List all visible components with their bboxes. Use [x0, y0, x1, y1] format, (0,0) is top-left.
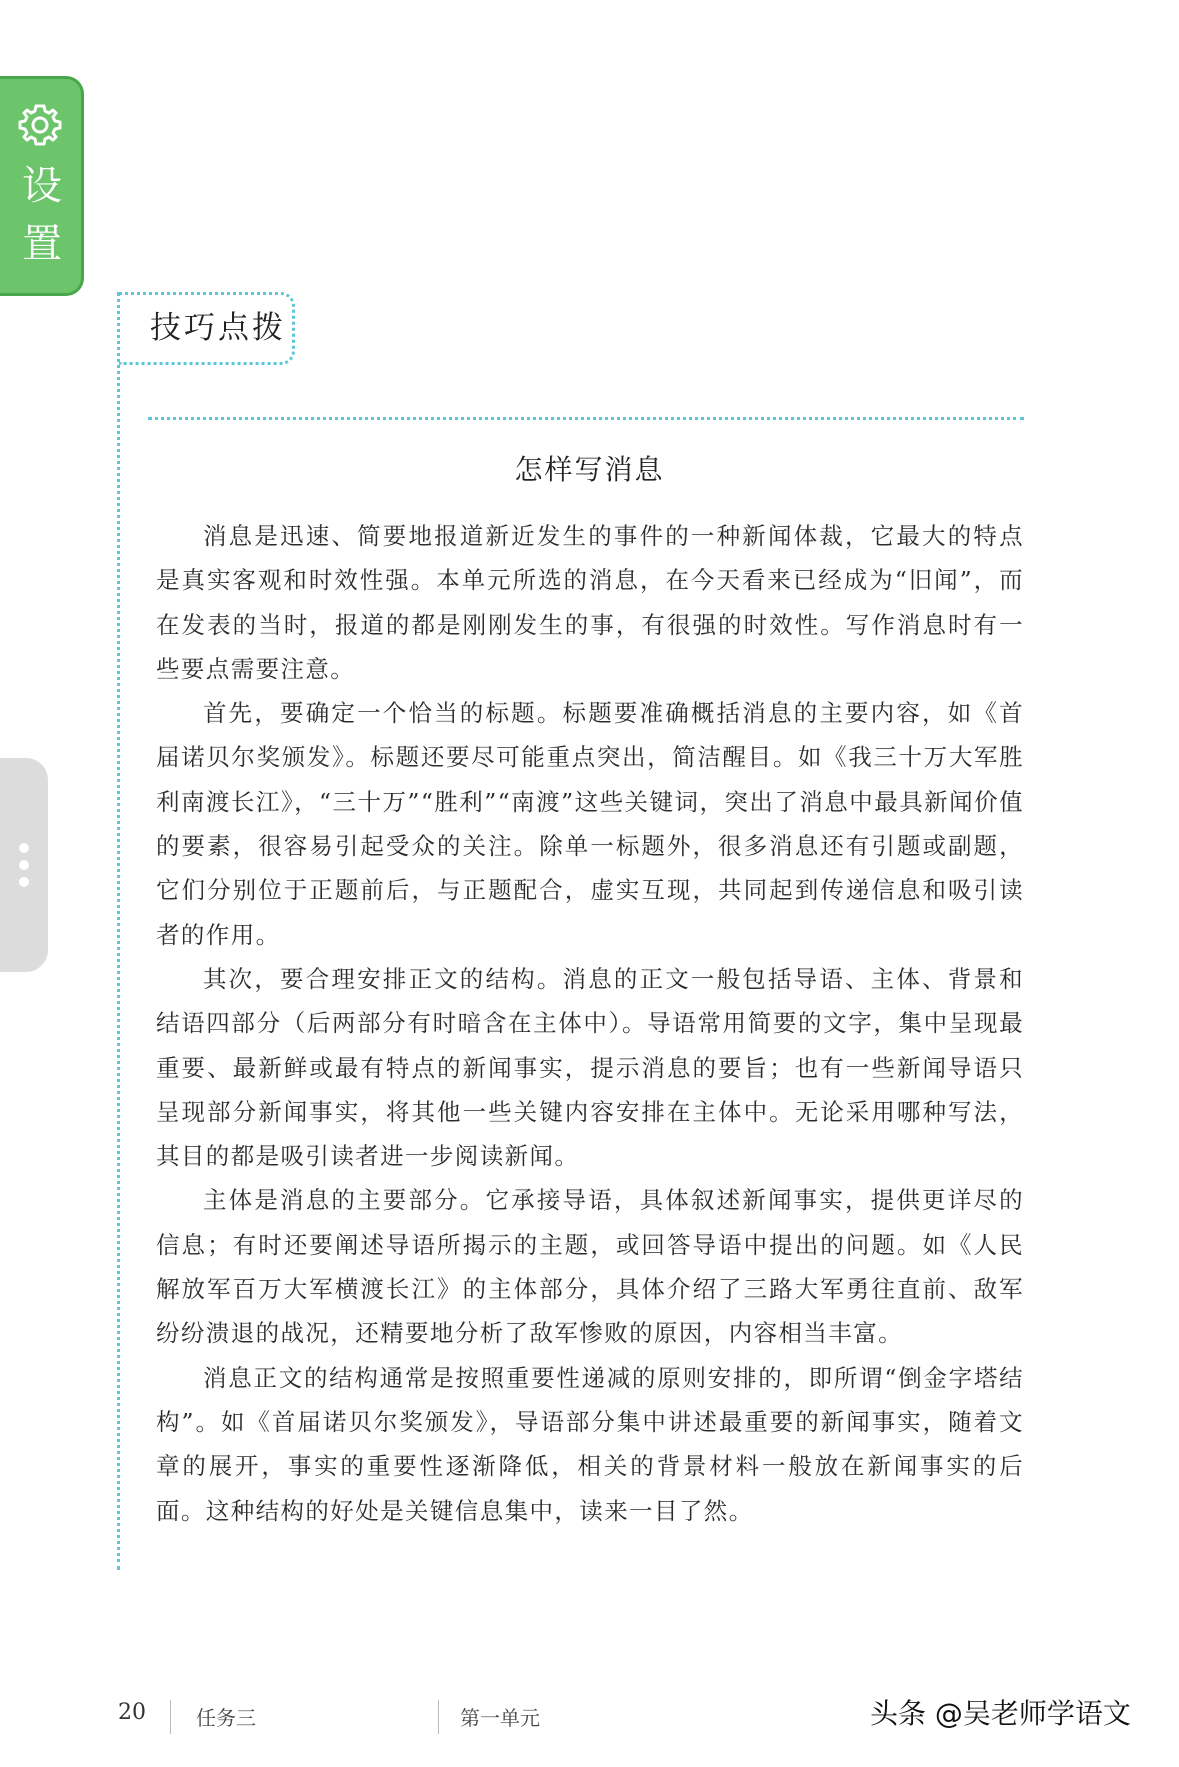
- article-paragraph: 其次，要合理安排正文的结构。消息的正文一般包括导语、主体、背景和结语四部分（后两部分有时暗含在主体中）。导语常用简要的文字，集中呈现最重要、最新鲜或最有特点的新闻事实，提示消息的要旨；也有一些新闻导语只呈现部分新闻事实，将其他一些关键内容安排在主体中。无论采用哪种写法，其目的都是吸引读者进一步阅读新闻。: [156, 964, 1024, 1171]
- more-vertical-icon: [18, 842, 30, 888]
- settings-tab[interactable]: [0, 76, 84, 296]
- gear-icon: [18, 103, 62, 147]
- section-title: 技巧点拨: [150, 310, 286, 346]
- article-paragraph: 消息是迅速、简要地报道新近发生的事件的一种新闻体裁，它最大的特点是真实客观和时效性强。本单元所选的消息，在今天看来已经成为“旧闻”，而在发表的当时，报道的都是刚刚发生的事，有很强的时效性。写作消息时有一些要点需要注意。: [156, 522, 1024, 683]
- watermark: 头条 @吴老师学语文: [870, 1697, 1131, 1730]
- section-divider: [148, 417, 1024, 420]
- footer-divider: [438, 1700, 439, 1734]
- settings-label-line1: 设: [22, 163, 62, 209]
- more-menu-handle[interactable]: [0, 758, 48, 972]
- article-paragraph: 消息正文的结构通常是按照重要性递减的原则安排的，即所谓“倒金字塔结构”。如《首届诺贝尔奖颁发》，导语部分集中讲述最重要的新闻事实，随着文章的展开，事实的重要性逐渐降低，相关的背景材料一般放在新闻事实的后面。这种结构的好处是关键信息集中，读来一目了然。: [156, 1363, 1024, 1525]
- settings-label-line2: 置: [22, 221, 62, 267]
- footer-unit-label: 第一单元: [460, 1706, 540, 1730]
- page-number: 20: [118, 1700, 146, 1725]
- article-title: 怎样写消息: [514, 453, 665, 486]
- article-paragraph: 主体是消息的主要部分。它承接导语，具体叙述新闻事实，提供更详尽的信息；有时还要阐述导语所揭示的主题，或回答导语中提出的问题。如《人民解放军百万大军横渡长江》的主体部分，具体介绍了三路大军勇往直前、敌军纷纷溃退的战况，还精要地分析了敌军惨败的原因，内容相当丰富。: [156, 1186, 1024, 1348]
- article-body: [156, 514, 1024, 1533]
- footer-task-label: 任务三: [196, 1706, 256, 1730]
- article-paragraph: 首先，要确定一个恰当的标题。标题要准确概括消息的主要内容，如《首届诺贝尔奖颁发》。标题还要尽可能重点突出，简洁醒目。如《我三十万大军胜利南渡长江》，“三十万”“胜利”“南渡”这些关键词，突出了消息中最具新闻价值的要素，很容易引起受众的关注。除单一标题外，很多消息还有引题或副题，它们分别位于正题前后，与正题配合，虚实互现，共同起到传递信息和吸引读者的作用。: [156, 699, 1024, 949]
- footer-divider: [170, 1700, 171, 1734]
